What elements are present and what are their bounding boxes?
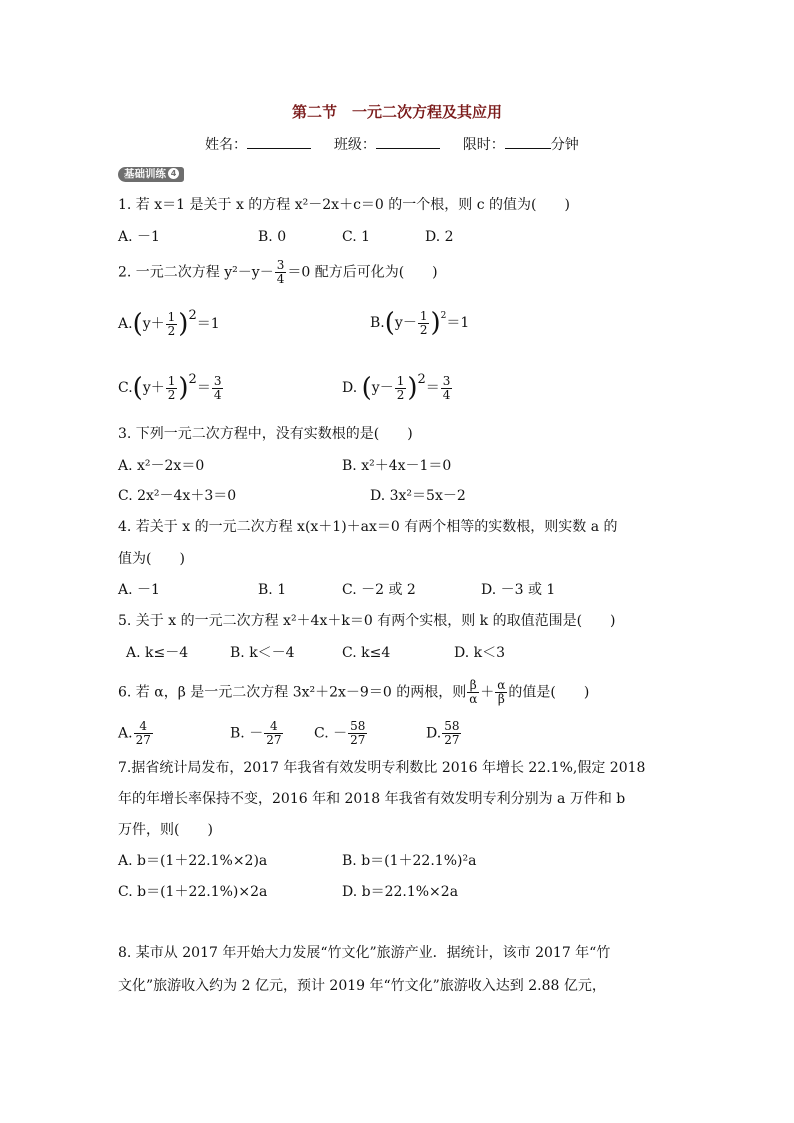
q2-b-frac-n: 1	[419, 308, 428, 323]
class-label: 班级：	[333, 137, 376, 153]
q6-b-label: B. －	[230, 725, 264, 742]
q2-a-rhs: ＝1	[196, 316, 220, 332]
q6-d-d: 27	[444, 733, 460, 747]
name-label: 姓名：	[205, 137, 247, 153]
q6-frac1-n: β	[467, 679, 479, 693]
q2-c-rhs-d: 4	[213, 387, 222, 402]
time-blank[interactable]	[505, 134, 551, 149]
q2-stem-part-1: 2. 一元二次方程 y²－y－	[118, 264, 274, 281]
q6-frac1-d: α	[469, 692, 478, 706]
q1-option-c[interactable]: C. 1	[342, 229, 371, 245]
q6-stem-part-1: 6. 若 α，β 是一元二次方程 3x²＋2x－9＝0 的两根，则	[118, 684, 467, 701]
page-title: 第二节 一元二次方程及其应用	[291, 103, 502, 121]
time-unit: 分钟	[550, 137, 579, 153]
q1-option-d[interactable]: D. 2	[425, 229, 454, 245]
q3-option-d[interactable]: D. 3x²＝5x－2	[370, 488, 466, 504]
question-3: 3. 下列一元二次方程中，没有实数根的是( )	[118, 426, 413, 442]
q2-c-exponent: 2	[188, 372, 197, 387]
q2-option-b[interactable]	[370, 306, 469, 337]
question-8-line-1: 8. 某市从 2017 年开始大力发展“竹文化”旅游产业．据统计，该市 2017 年“竹	[118, 945, 611, 961]
q6-a-d: 27	[135, 733, 151, 747]
q2-a-exponent: 2	[188, 308, 197, 323]
q5-option-d[interactable]: D. k＜3	[454, 645, 506, 661]
q2-d-rhs-frac	[441, 375, 453, 402]
class-blank[interactable]	[376, 134, 440, 149]
q5-option-a[interactable]: A. k≤－4	[126, 645, 189, 661]
q2-b-sign: y－	[394, 315, 417, 331]
q2-a-sign: y＋	[142, 316, 165, 332]
q6-b-frac	[264, 720, 283, 747]
q2-d-frac-n: 1	[396, 373, 405, 388]
q6-option-d[interactable]	[426, 720, 462, 747]
q2-c-frac-d: 2	[167, 387, 176, 402]
student-info-line	[205, 134, 579, 154]
q6-option-a[interactable]	[118, 720, 154, 747]
q6-c-frac	[348, 720, 367, 747]
question-8-line-2: 文化”旅游收入约为 2 亿元，预计 2019 年“竹文化”旅游收入达到 2.88 亿元，	[118, 978, 606, 994]
q2-c-rhs: ＝	[196, 380, 211, 396]
q2-d-rhs-d: 4	[442, 387, 451, 402]
q2-c-frac-n: 1	[167, 373, 176, 388]
question-7-line-1: 7.据省统计局发布，2017 年我省有效发明专利数比 2016 年增长 22.1%,假定 2018	[118, 760, 646, 776]
q2-d-label: D.	[342, 380, 358, 396]
q1-option-b[interactable]: B. 0	[258, 229, 287, 245]
q2-c-sign: y＋	[142, 380, 165, 396]
q2-d-rhs: ＝	[425, 380, 440, 396]
section-number: 4	[168, 168, 179, 179]
q7-option-a[interactable]: A. b＝(1＋22.1%×2)a	[118, 853, 268, 869]
q6-frac2-d: β	[497, 692, 505, 706]
question-1: 1. 若 x＝1 是关于 x 的方程 x²－2x＋c＝0 的一个根，则 c 的值为( )	[118, 197, 570, 213]
q2-d-exponent: 2	[417, 372, 426, 387]
q6-d-frac	[442, 720, 461, 747]
q6-a-label: A.	[118, 725, 133, 742]
q4-option-d[interactable]: D. －3 或 1	[481, 582, 556, 598]
q2-a-frac-d: 2	[167, 323, 176, 338]
q4-option-c[interactable]: C. －2 或 2	[342, 582, 416, 598]
q6-b-n: 4	[264, 720, 283, 734]
q2-d-sign: y－	[371, 380, 394, 396]
time-label: 限时：	[462, 137, 505, 153]
q2-d-frac-d: 2	[396, 387, 405, 402]
q2-a-frac	[166, 311, 178, 338]
q5-option-c[interactable]: C. k≤4	[342, 645, 391, 661]
q2-c-rhs-n: 3	[213, 373, 222, 388]
q6-beta-over-alpha	[467, 679, 479, 706]
q4-option-a[interactable]: A. －1	[118, 582, 160, 598]
q1-option-a[interactable]: A. －1	[118, 229, 160, 245]
q7-option-b[interactable]: B. b＝(1＋22.1%)²a	[342, 853, 477, 869]
q5-option-b[interactable]: B. k＜－4	[230, 645, 295, 661]
q6-d-n: 58	[444, 719, 460, 733]
q6-c-d: 27	[350, 733, 366, 747]
question-4-line-2: 值为( )	[118, 551, 185, 567]
q2-c-frac	[166, 375, 178, 402]
q2-option-a[interactable]	[118, 306, 220, 338]
q4-option-b[interactable]: B. 1	[258, 582, 287, 598]
q2-option-d[interactable]	[342, 370, 453, 402]
q6-b-d: 27	[266, 733, 282, 747]
section-badge	[118, 167, 184, 182]
question-2	[118, 259, 438, 286]
question-5: 5. 关于 x 的一元二次方程 x²＋4x＋k＝0 有两个实根，则 k 的取值范围是( )	[118, 613, 616, 629]
q2-d-frac	[395, 375, 407, 402]
q6-plus: ＋	[480, 684, 495, 701]
q2-b-rparen: )	[430, 308, 441, 338]
q6-c-n: 58	[350, 719, 366, 733]
question-7-line-2: 年的年增长率保持不变，2016 年和 2018 年我省有效发明专利分别为 a 万件和 b	[118, 791, 626, 807]
q2-a-rparen: )	[178, 309, 189, 339]
question-4-line-1: 4. 若关于 x 的一元二次方程 x(x＋1)＋ax＝0 有两个相等的实数根，则实数 a 的	[118, 519, 618, 535]
q7-option-d[interactable]: D. b＝22.1%×2a	[342, 884, 459, 900]
question-6	[118, 679, 589, 706]
q2-a-frac-n: 1	[167, 309, 176, 324]
q2-c-label: C.	[118, 380, 133, 396]
q6-d-label: D.	[426, 725, 442, 742]
q2-a-label: A.	[118, 316, 133, 332]
q2-option-c[interactable]	[118, 370, 224, 402]
q6-option-b[interactable]	[230, 720, 284, 747]
section-badge-label: 基础训练	[124, 168, 166, 180]
q2-b-exponent: 2	[440, 311, 447, 321]
q2-c-rparen: )	[178, 373, 189, 403]
q2-stem-part-2: ＝0 配方后可化为( )	[287, 264, 438, 281]
q6-a-n: 4	[134, 720, 153, 734]
q2-b-rhs: ＝1	[446, 315, 470, 331]
q2-d-lparen: (	[361, 373, 372, 403]
q2-b-frac	[418, 310, 430, 337]
q6-frac2-n: α	[497, 678, 506, 692]
q6-alpha-over-beta	[495, 679, 507, 706]
q3-option-a[interactable]: A. x²－2x＝0	[118, 458, 205, 474]
q2-frac-numerator: 3	[276, 258, 285, 272]
q2-a-lparen: (	[132, 309, 143, 339]
q2-frac-denominator: 4	[276, 272, 285, 286]
q7-option-c[interactable]: C. b＝(1＋22.1%)×2a	[118, 884, 268, 900]
q6-stem-part-2: 的值是( )	[508, 684, 590, 701]
q2-b-frac-d: 2	[419, 322, 428, 337]
q3-option-c[interactable]: C. 2x²－4x＋3＝0	[118, 488, 237, 504]
q2-d-rparen: )	[407, 373, 418, 403]
q6-c-label: C. －	[314, 725, 348, 742]
question-7-line-3: 万件，则( )	[118, 822, 213, 838]
q3-option-b[interactable]: B. x²＋4x－1＝0	[342, 458, 452, 474]
q2-fraction	[275, 259, 287, 286]
name-blank[interactable]	[247, 134, 311, 149]
q6-option-c[interactable]	[314, 720, 368, 747]
q2-c-lparen: (	[132, 373, 143, 403]
q2-c-rhs-frac	[212, 375, 224, 402]
q2-d-rhs-n: 3	[442, 373, 451, 388]
q6-a-frac	[134, 720, 153, 747]
q2-b-lparen: (	[384, 308, 395, 338]
q2-b-label: B.	[370, 315, 385, 331]
